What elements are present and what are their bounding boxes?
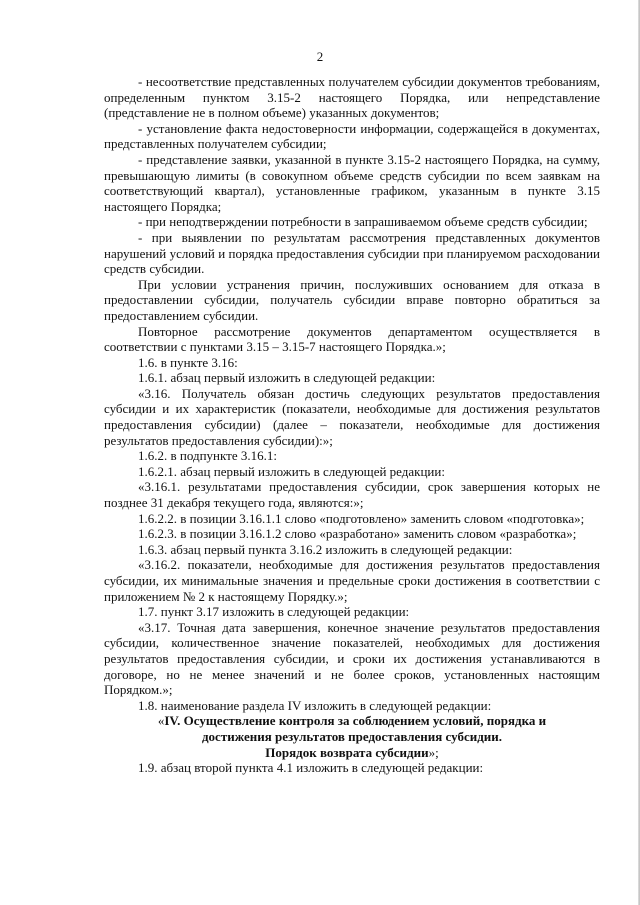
paragraph: «3.16.1. результатами предоставления субсидии, срок завершения которых не позднее 31 декабря текущего года, являются:»; xyxy=(104,479,600,511)
paragraph: 1.6. в пункте 3.16: xyxy=(138,354,238,370)
paragraph: - представление заявки, указанной в пункте 3.15-2 настоящего Порядка, на сумму, превышающую лимиты (в совокупном объеме средств субсидии по всем заявкам на соответствующий квартал), установленные графиком, указанным в пункте 3.15 настоящего Порядка; xyxy=(104,151,600,214)
paragraph: 1.6.2.1. абзац первый изложить в следующей редакции: xyxy=(138,463,445,479)
section-heading-line-1 xyxy=(104,713,600,729)
document-body xyxy=(104,74,600,776)
paragraph: - при неподтверждении потребности в запрашиваемом объеме средств субсидии; xyxy=(138,214,588,230)
paragraph: «3.17. Точная дата завершения, конечное значение результатов предоставления субсидии, количественное значение показателей, необходимых для достижения результатов предоставления субсидии, и сроки их достижения устанавливаются в договоре, но не менее значений и не более сроков, установленных настоящим Порядком.»; xyxy=(104,619,600,698)
paragraph: «3.16. Получатель обязан достичь следующих результатов предоставления субсидии и их характеристик (показатели, необходимые для достижения результатов предоставления субсидии) (далее – показатели, необходимые для достижения результатов предоставления субсидии):»; xyxy=(104,385,600,448)
paragraph: 1.6.1. абзац первый изложить в следующей редакции: xyxy=(138,370,436,386)
section-heading-text-1: IV. Осуществление контроля за соблюдением условий, порядка и xyxy=(164,713,547,729)
paragraph: «3.16.2. показатели, необходимые для достижения результатов предоставления субсидии, их минимальные значения и предельные сроки достижения в соответствии с приложением № 2 к настоящему Порядку.»; xyxy=(104,557,600,604)
paragraph: 1.7. пункт 3.17 изложить в следующей редакции: xyxy=(138,604,410,620)
section-heading-text-3: Порядок возврата субсидии xyxy=(265,744,429,760)
close-quote: »; xyxy=(428,744,439,760)
open-quote: « xyxy=(157,713,165,729)
paragraph: - несоответствие представленных получателем субсидии документов требованиям, определенным пунктом 3.15-2 настоящего Порядка, или непредставление (представление не в полном объеме) указанных документов; xyxy=(104,74,600,121)
section-heading-text-2: достижения результатов предоставления субсидии. xyxy=(201,728,503,744)
paragraph-last: 1.9. абзац второй пункта 4.1 изложить в следующей редакции: xyxy=(138,760,484,776)
section-heading-line-3 xyxy=(104,745,600,761)
paragraph: 1.6.3. абзац первый пункта 3.16.2 изложить в следующей редакции: xyxy=(138,541,513,557)
section-heading-line-2 xyxy=(104,729,600,745)
page-number: 2 xyxy=(316,49,324,64)
paragraph: 1.8. наименование раздела IV изложить в следующей редакции: xyxy=(138,697,492,713)
paragraph: При условии устранения причин, послуживших основанием для отказа в предоставлении субсидии, получатель субсидии вправе повторно обратиться за предоставлением субсидии. xyxy=(104,276,600,323)
paragraph: 1.6.2.2. в позиции 3.16.1.1 слово «подготовлено» заменить словом «подготовка»; xyxy=(138,510,585,526)
paragraph: Повторное рассмотрение документов департаментом осуществляется в соответствии с пунктами 3.15 – 3.15-7 настоящего Порядка.»; xyxy=(104,323,600,355)
paragraph: - при выявлении по результатам рассмотрения представленных документов нарушений условий и порядка предоставления субсидии при планируемом расходовании средств субсидии. xyxy=(104,229,600,277)
paragraph: - установление факта недостоверности информации, содержащейся в документах, представленных получателем субсидии; xyxy=(104,120,600,152)
paragraph: 1.6.2.3. в позиции 3.16.1.2 слово «разработано» заменить словом «разработка»; xyxy=(138,526,577,542)
section-heading xyxy=(104,713,600,760)
paragraph: 1.6.2. в подпункте 3.16.1: xyxy=(138,448,277,464)
